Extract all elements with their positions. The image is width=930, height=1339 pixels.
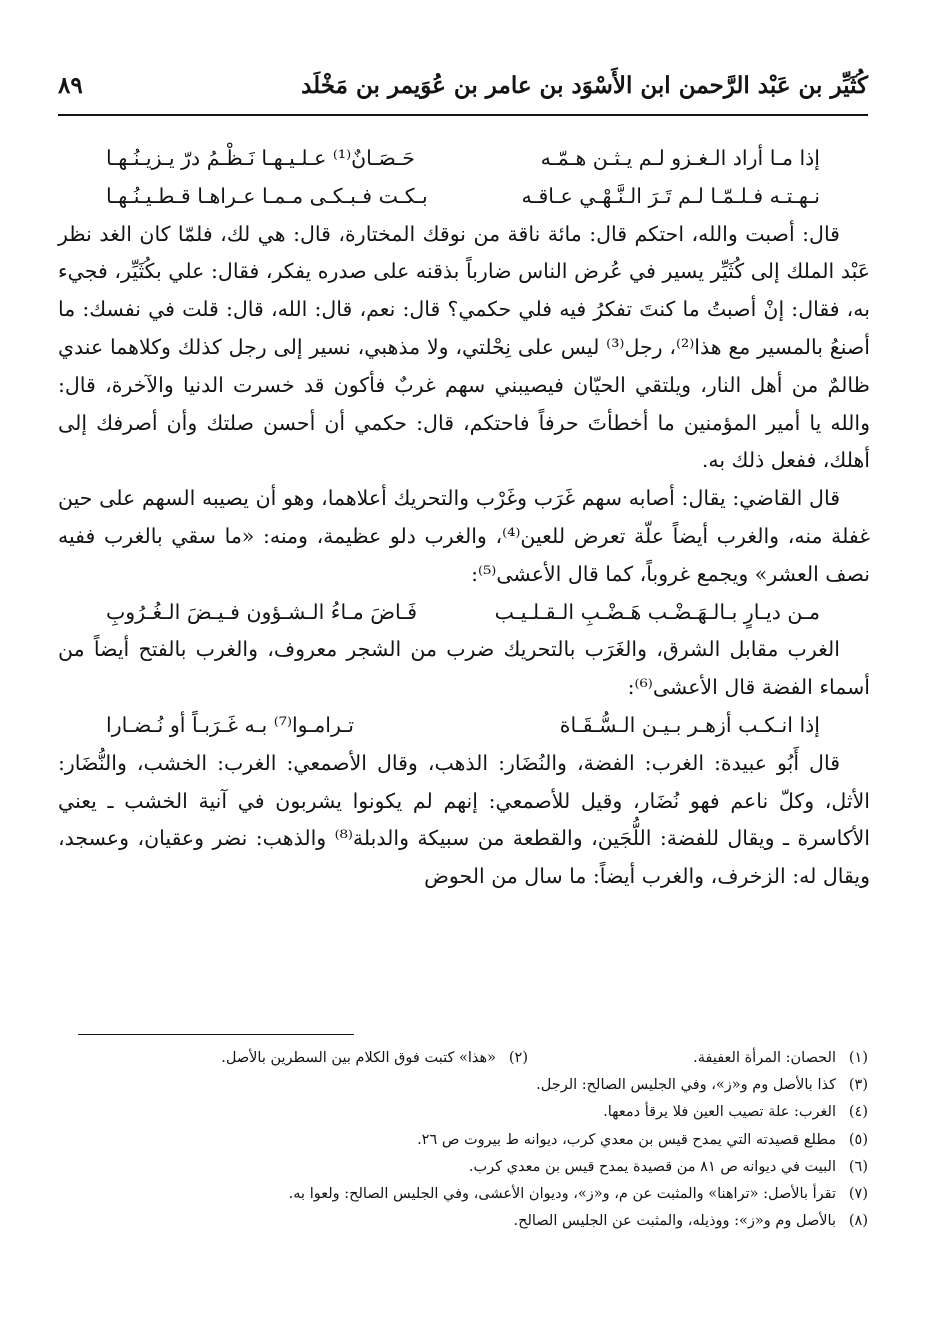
- verse-line: [58, 707, 870, 745]
- footnote-number: (٢): [508, 1050, 528, 1066]
- footnote: [514, 1208, 868, 1235]
- footnote-row: [58, 1208, 868, 1235]
- page-header: [58, 70, 868, 114]
- footnote-row: [58, 1154, 868, 1181]
- verse-second-hemistich: بـكـت فـبـكـى مـمـا عـراهـا قـطـيـنُـهـا: [106, 183, 428, 208]
- footnote-text: «هذا» كتبت فوق الكلام بين السطرين بالأصل.: [221, 1050, 496, 1066]
- footnote-row: [58, 1181, 868, 1208]
- footnote-number: (٣): [848, 1077, 868, 1094]
- footnote-text: البيت في ديوانه ص ٨١ من قصيدة يمدح قيس بن معدي كرب.: [468, 1158, 836, 1175]
- footnote: [417, 1127, 868, 1154]
- footnote-text: بالأصل وم و«ز»: ووذيله، والمثبت عن الجليس الصالح.: [513, 1213, 836, 1230]
- footnote-text: مطلع قصيدته التي يمدح قيس بن معدي كرب، ديوانه ط بيروت ص ٢٦.: [417, 1131, 836, 1148]
- paragraph: الغرب مقابل الشرق، والغَرَب بالتحريك ضرب من الشجر معروف، والغرب بالفتح أيضاً من أسماء الفضة قال الأعشى⁽⁶⁾:: [58, 637, 870, 700]
- footnotes: [58, 1045, 868, 1235]
- footnote: [469, 1154, 868, 1181]
- footnote: [603, 1099, 868, 1126]
- footnote-rule: [78, 1034, 354, 1035]
- footnote-text: كذا بالأصل وم و«ز»، وفي الجليس الصالح: الرجل.: [536, 1077, 836, 1094]
- verse-line: [58, 140, 870, 178]
- footnote-row: [58, 1072, 868, 1099]
- footnote: [289, 1181, 868, 1208]
- footnote: [221, 1045, 528, 1072]
- running-title: كُثَيِّر بن عَبْد الرَّحمن ابن الأَسْوَد بن عامر بن عُوَيمر بن مَخْلَد: [301, 72, 868, 99]
- verse-first-hemistich: إذا مـا أراد الـغـزو لـم يـثـن هـمّـه: [540, 146, 820, 170]
- footnote-number: (١): [848, 1050, 868, 1066]
- footnote-number: (٨): [848, 1213, 868, 1230]
- footnote-text: الحصان: المرأة العفيفة.: [693, 1050, 836, 1066]
- footnote-text: تقرأ بالأصل: «تراهنا» والمثبت عن م، و«ز»، وديوان الأعشى، وفي الجليس الصالح: ولعوا به.: [288, 1186, 836, 1203]
- footnote-text: الغرب: علة تصيب العين فلا يرقأ دمعها.: [603, 1104, 836, 1121]
- header-rule: [58, 114, 868, 116]
- footnote-row: [58, 1127, 868, 1154]
- verse-second-hemistich: حَـصَـانٌ⁽¹⁾ عـلـيـهـا نَـظْـمُ درّ يـزيـنُـهـا: [106, 146, 415, 170]
- footnote-row: [58, 1045, 868, 1072]
- verse-first-hemistich: إذا انـكـب أزهـر بـيـن الـسُّـقَـاة: [559, 712, 820, 737]
- footnote-number: (٥): [848, 1131, 868, 1148]
- paragraph: قال أَبُو عبيدة: الغرب: الفضة، والنُضَار: الذهب، وقال الأصمعي: الغرب: الخشب، والنُّضَار: الأثل، وكلّ ناعم فهو نُضَار، وقيل للأصمعي: إنهم لم يكونوا يشربون في آنية الخشب ـ يعني الأكاسرة ـ ويقال للفضة: اللُّجَين، والقطعة من سبيكة والدبلة⁽⁸⁾ والذهب: نضر وعقيان، وعسجد، ويقال له: الزخرف، والغرب أيضاً: ما سال من الحوض: [58, 750, 871, 889]
- footnote-number: (٧): [848, 1186, 868, 1203]
- footnote: [528, 1045, 868, 1072]
- paragraph: قال القاضي: يقال: أصابه سهم غَرَب وغَرْب والتحريك أعلاهما، وهو أن يصيبه السهم على حين غفلة منه، والغرب أيضاً علّة تعرض للعين⁽⁴⁾، والغرب دلو عظيمة، ومنه: «ما سقي بالغرب ففيه نصف العشر» ويجمع غروباً، كما قال الأعشى⁽⁵⁾:: [58, 486, 870, 586]
- verse-second-hemistich: فَـاضَ مـاءُ الـشـؤون فـيـضَ الـغُـرُوبِ: [106, 599, 418, 624]
- footnote-number: (٤): [848, 1104, 868, 1121]
- footnote-number: (٦): [848, 1158, 868, 1175]
- verse-line: [58, 178, 870, 216]
- paragraph: قال: أصبت والله، احتكم قال: مائة ناقة من نوقك المختارة، قال: هي لك، فلمّا كان الغد نظر عَبْد الملك إلى كُثَيِّر يسير في عُرض الناس ضارباً بذقنه على صدره يفكر، فقال: علي بكُثَيِّر، فجيء به، فقال: إنْ أصبتُ ما كنتَ تفكرُ فيه فلي حكمي؟ قال: نعم، قال: الله، قال: قلت في نفسك: ما أصنعُ بالمسير مع هذا⁽²⁾، رجل⁽³⁾ ليس على نِحْلتي، ولا مذهبي، نسير إلى رجل كذلك وكلاهما عندي ظالمٌ من أهل النار، ويلتقي الحيّان فيصيبني سهم غربٌ فأكون قد خسرت الدنيا والآخرة، قال: والله يا أمير المؤمنين ما أخطأتَ حرفاً فاحتكم، قال: حكمي أن أحسن صلتك وأن أصرفك إلى أهلك، ففعل ذلك به.: [58, 221, 870, 473]
- footnote-row: [58, 1099, 868, 1126]
- footnote: [536, 1072, 868, 1099]
- page-number: ٨٩: [58, 72, 83, 99]
- verse-first-hemistich: مـن ديـارٍ بـالـهَـضْـب هَـضْـبِ الـقـلـيـب: [494, 599, 820, 624]
- verse-line: [58, 594, 870, 632]
- verse-second-hemistich: تـرامـوا⁽⁷⁾ بـه غَـرَبـاً أو نُـضـارا: [106, 712, 354, 737]
- verse-first-hemistich: نـهـتـه فـلـمّـا لـم تَـرَ الـنَّـهْـي عـاقـه: [521, 183, 820, 208]
- main-text: [58, 140, 870, 896]
